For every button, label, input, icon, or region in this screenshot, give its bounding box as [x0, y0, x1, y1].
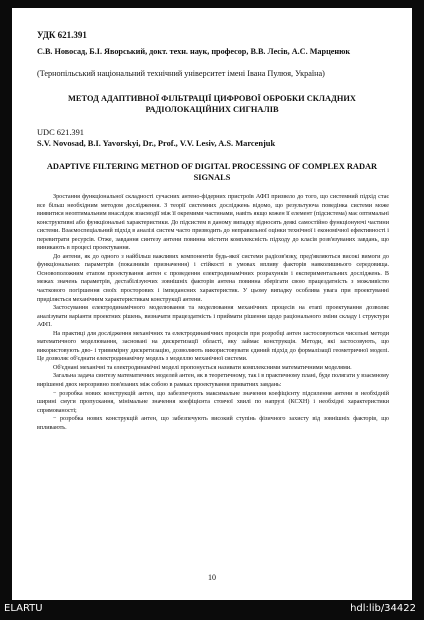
title-ua: МЕТОД АДАПТИВНОЇ ФІЛЬТРАЦІЇ ЦИФРОВОЇ ОБРОБКИ СКЛАДНИХ РАДІОЛОКАЦІЙНИХ СИГНАЛІВ	[68, 94, 356, 114]
udk-en: UDC 621.391	[37, 128, 84, 137]
paragraph: До антени, як до одного з найбільш важливих компонентів будь-якої системи радіозв'язку, пред'являються високі вимоги до функціональних параметрів (показників призначення) і стійкості в умовах впливу факторів навколишнього середовища. Основоположним етапом проектування антен є проведення електродинамічних розрахунків і експериментальних досліджень. В межах значень параметрів, дестабілізуючих зовнішніх факторів антена повинна зберігати свою працездатність з можливістю часткового погіршення своїх просторових і імпедансних характеристик. У цьому випадку особлива увага при проектуванні приділяється механічним характеристикам конструкції антени.	[37, 253, 389, 303]
paragraph: Застосування електродинамічного моделювання та моделювання механічних процесів на етапі проектування дозволяє аналізувати варіанти проектних рішень, визначати працездатність і приймати рішення щодо раціонального зміни складу і структури АФП.	[37, 305, 389, 329]
page-number: 10	[208, 573, 216, 582]
paragraph: На практиці для дослідження механічних та електродинамічних процесів при розробці антен застосовуються чисельні методи математичного моделювання, засновані на дискретизації області, яку займає конструкція. Методи, які застосовують, що використовують дво- і тривимірну дискретизацію, дозволяють використовувати єдиний підхід до формалізації геометричної моделі. Це дозволяє об'єднати електродинамічну модель з моделлю механічної системи.	[37, 330, 389, 363]
udk-ua: УДК 621.391	[37, 30, 87, 40]
paragraph: − розробка нових конструкцій антен, що забезпечують високий ступінь фізичного захисту від зовнішніх факторів, що впливають.	[37, 416, 389, 431]
authors-ua: С.В. Новосад, Б.І. Яворський, докт. техн. наук, професор, В.В. Лесів, А.С. Марценюк	[37, 47, 351, 56]
paragraph: Об'єднані механічні та електродинамічні моделі пропонується називати комплексними математичними моделями.	[53, 364, 352, 371]
footer-handle-id: hdl:lib/34422	[350, 603, 416, 614]
document-page	[12, 8, 412, 600]
footer-repository-label: ELARTU	[4, 603, 43, 614]
affiliation-ua: (Тернопільський національний технічний університет імені Івана Пулюя, Україна)	[37, 69, 325, 78]
authors-en: S.V. Novosad, B.I. Yavorskyi, Dr., Prof., V.V. Lesiv, A.S. Marcenjuk	[37, 139, 276, 148]
paragraph: Зростання функціональної складності сучасних антено-фідерних пристроїв АФП призвело до того, що системний підхід стає все більш необхідним методом дослідження. З теорії системних досліджень відомо, що результуюча поведінка системи може виявитися неоптимальним внаслідок взаємодії між її окремими частинами, навіть якщо кожен її елемент (підсистема) має оптимальні конструктивні або функціональні характеристики. До підсистем в даному випадку відносять деякі самостійно функціонуючі частини системи. Взаємоспеціальний підхід в аналізі систем часто призводить до неправильної оцінки технічної і економічної ефективності і перевитрати ресурсів. Отже, завдання синтезу антени повинна містити комплексність підходу до класів розв'язуваних завдань, що виникають в процесі проектування.	[37, 194, 389, 252]
paragraph: Загальна задача синтезу математичних моделей антен, як в теоретичному, так і в практичному плані, буде полягати у взаємному вирішенні двох нерозривно пов'язаних між собою в рамках проектування приватних завдань:	[37, 373, 389, 389]
body-text	[37, 193, 389, 432]
title-en: ADAPTIVE FILTERING METHOD OF DIGITAL PROCESSING OF COMPLEX RADAR SIGNALS	[46, 162, 378, 182]
paragraph: − розробка нових конструкцій антен, що забезпечують максимальне значення коефіцієнту підсилення антени в необхідній ширині смуги пропускання, мінімальне значення коефіцієнта стоячої хвилі по напрузі (КСХН) і необхідні характеристики спрямованості;	[37, 390, 389, 414]
